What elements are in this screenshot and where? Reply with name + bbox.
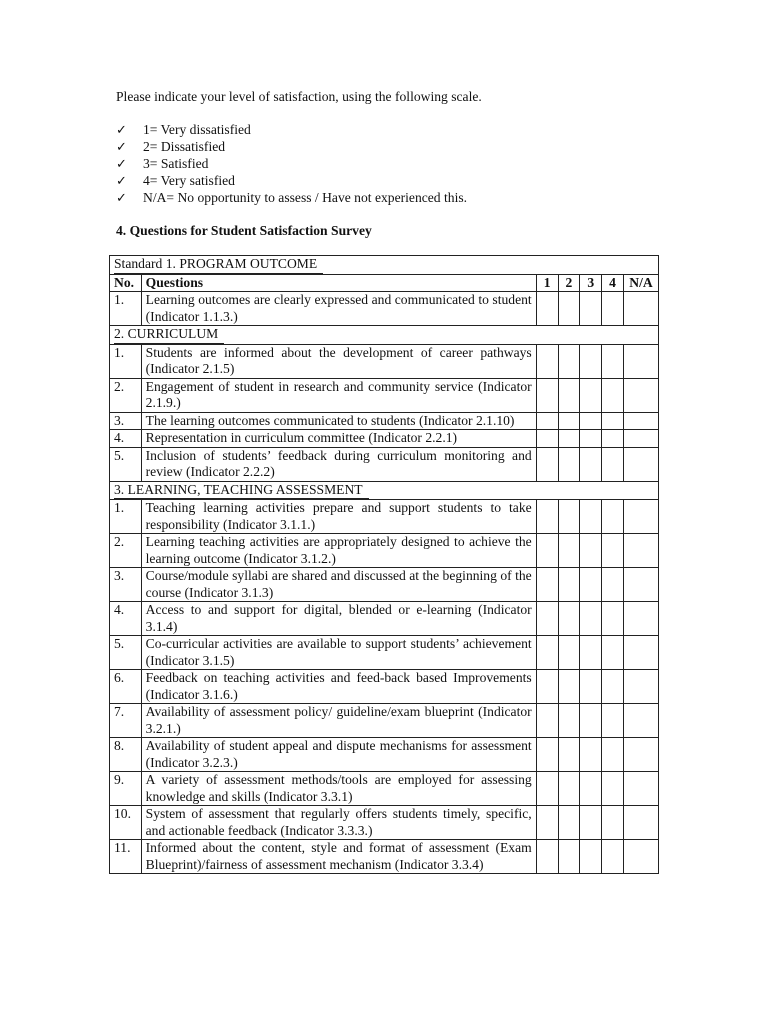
table-row [110,738,659,772]
question-text: Feedback on teaching activities and feed-back based Improvements (Indicator 3.1.6.) [141,670,536,704]
question-number: 9. [110,772,142,806]
table-header-row [110,274,659,292]
rating-cell-1[interactable] [536,772,558,806]
rating-cell-1[interactable] [536,344,558,378]
rating-cell-2[interactable] [558,344,580,378]
rating-cell-3[interactable] [580,344,602,378]
rating-cell-2[interactable] [558,806,580,840]
rating-cell-1[interactable] [536,636,558,670]
rating-cell-2[interactable] [558,738,580,772]
question-text: Co-curricular activities are available to support students’ achievement (Indicator 3.1.5) [141,636,536,670]
question-text: Availability of assessment policy/ guideline/exam blueprint (Indicator 3.2.1.) [141,704,536,738]
rating-cell-na[interactable] [623,292,658,326]
table-row [110,412,659,430]
question-text: Learning teaching activities are appropriately designed to achieve the learning outcome (Indicator 3.1.2.) [141,534,536,568]
rating-cell-3[interactable] [580,602,602,636]
checkmark-icon: ✓ [116,123,127,138]
rating-cell-3[interactable] [580,500,602,534]
question-text: Access to and support for digital, blended or e-learning (Indicator 3.1.4) [141,602,536,636]
question-number: 1. [110,292,142,326]
rating-cell-na[interactable] [623,772,658,806]
scale-item: ✓ 3= Satisfied [116,156,209,172]
rating-cell-3[interactable] [580,447,602,481]
rating-cell-1[interactable] [536,840,558,874]
rating-cell-1[interactable] [536,378,558,412]
question-number: 2. [110,534,142,568]
rating-cell-na[interactable] [623,568,658,602]
rating-cell-na[interactable] [623,636,658,670]
rating-cell-4[interactable] [602,704,624,738]
checkmark-icon: ✓ [116,174,127,189]
header-no: No. [110,274,142,292]
question-text: The learning outcomes communicated to students (Indicator 2.1.10) [141,412,536,430]
header-rating-4: 4 [602,274,624,292]
rating-cell-2[interactable] [558,772,580,806]
rating-cell-3[interactable] [580,670,602,704]
question-text: A variety of assessment methods/tools are employed for assessing knowledge and skills (Indicator 3.3.1) [141,772,536,806]
question-number: 5. [110,447,142,481]
question-number: 5. [110,636,142,670]
table-row [110,840,659,874]
table-row [110,772,659,806]
rating-cell-1[interactable] [536,738,558,772]
rating-cell-2[interactable] [558,568,580,602]
rating-cell-3[interactable] [580,412,602,430]
table-row [110,430,659,448]
question-text: Engagement of student in research and community service (Indicator 2.1.9.) [141,378,536,412]
rating-cell-4[interactable] [602,806,624,840]
rating-cell-4[interactable] [602,447,624,481]
question-text: Availability of student appeal and dispute mechanisms for assessment (Indicator 3.2.3.) [141,738,536,772]
rating-cell-2[interactable] [558,378,580,412]
rating-cell-na[interactable] [623,704,658,738]
rating-cell-3[interactable] [580,378,602,412]
section-row [110,481,659,500]
rating-cell-2[interactable] [558,534,580,568]
scale-item: ✓ 2= Dissatisfied [116,139,226,155]
standard-1-title: Standard 1. PROGRAM OUTCOME [114,256,323,274]
rating-cell-na[interactable] [623,430,658,448]
rating-cell-4[interactable] [602,292,624,326]
rating-cell-2[interactable] [558,292,580,326]
rating-cell-2[interactable] [558,602,580,636]
table-row [110,534,659,568]
question-number: 6. [110,670,142,704]
rating-cell-4[interactable] [602,344,624,378]
rating-cell-2[interactable] [558,412,580,430]
question-number: 11. [110,840,142,874]
checkmark-icon: ✓ [116,140,127,155]
rating-scale-list [116,121,467,206]
rating-cell-4[interactable] [602,568,624,602]
rating-cell-4[interactable] [602,738,624,772]
table-row [110,447,659,481]
table-row [110,378,659,412]
rating-cell-4[interactable] [602,378,624,412]
rating-cell-2[interactable] [558,670,580,704]
rating-cell-1[interactable] [536,670,558,704]
question-text: System of assessment that regularly offers students timely, specific, and actionable feedback (Indicator 3.3.3.) [141,806,536,840]
rating-cell-na[interactable] [623,602,658,636]
question-text: Inclusion of students’ feedback during curriculum monitoring and review (Indicator 2.2.2) [141,447,536,481]
table-row [110,344,659,378]
rating-cell-4[interactable] [602,636,624,670]
rating-cell-1[interactable] [536,704,558,738]
question-number: 3. [110,412,142,430]
checkmark-icon: ✓ [116,157,127,172]
header-rating-3: 3 [580,274,602,292]
rating-cell-2[interactable] [558,500,580,534]
rating-cell-na[interactable] [623,378,658,412]
rating-cell-na[interactable] [623,840,658,874]
rating-cell-1[interactable] [536,806,558,840]
rating-cell-1[interactable] [536,430,558,448]
header-rating-na: N/A [623,274,658,292]
rating-cell-4[interactable] [602,430,624,448]
standard-1-row [110,256,659,275]
table-row [110,806,659,840]
table-row [110,500,659,534]
question-number: 1. [110,344,142,378]
question-number: 10. [110,806,142,840]
rating-cell-na[interactable] [623,670,658,704]
rating-cell-na[interactable] [623,534,658,568]
rating-cell-3[interactable] [580,636,602,670]
table-row [110,670,659,704]
header-rating-2: 2 [558,274,580,292]
scale-item: ✓ 4= Very satisfied [116,173,235,189]
rating-cell-na[interactable] [623,344,658,378]
rating-cell-3[interactable] [580,840,602,874]
rating-cell-2[interactable] [558,636,580,670]
question-text: Students are informed about the development of career pathways (Indicator 2.1.5) [141,344,536,378]
table-row [110,602,659,636]
question-number: 4. [110,602,142,636]
rating-cell-1[interactable] [536,602,558,636]
checkmark-icon: ✓ [116,191,127,206]
table-row [110,292,659,326]
header-questions: Questions [141,274,536,292]
rating-cell-na[interactable] [623,412,658,430]
rating-cell-3[interactable] [580,704,602,738]
section-heading: 3. LEARNING, TEACHING ASSESSMENT [114,482,369,500]
question-number: 3. [110,568,142,602]
rating-cell-4[interactable] [602,670,624,704]
header-rating-1: 1 [536,274,558,292]
rating-cell-4[interactable] [602,772,624,806]
survey-table [109,255,659,874]
rating-cell-1[interactable] [536,292,558,326]
rating-cell-3[interactable] [580,568,602,602]
question-number: 1. [110,500,142,534]
table-row [110,568,659,602]
rating-cell-4[interactable] [602,602,624,636]
question-text: Representation in curriculum committee (Indicator 2.2.1) [141,430,536,448]
rating-cell-3[interactable] [580,292,602,326]
question-text: Learning outcomes are clearly expressed and communicated to student (Indicator 1.1.3.) [141,292,536,326]
rating-cell-na[interactable] [623,806,658,840]
rating-cell-na[interactable] [623,500,658,534]
table-row [110,704,659,738]
rating-cell-3[interactable] [580,806,602,840]
question-number: 7. [110,704,142,738]
section-title: 4. Questions for Student Satisfaction Survey [116,223,372,238]
rating-cell-3[interactable] [580,430,602,448]
rating-cell-3[interactable] [580,534,602,568]
instructions-text: Please indicate your level of satisfaction, using the following scale. [116,89,482,104]
rating-cell-4[interactable] [602,412,624,430]
rating-cell-2[interactable] [558,704,580,738]
rating-cell-3[interactable] [580,772,602,806]
question-text: Teaching learning activities prepare and support students to take responsibility (Indicator 3.1.1.) [141,500,536,534]
section-row [110,326,659,345]
rating-cell-2[interactable] [558,840,580,874]
rating-cell-4[interactable] [602,840,624,874]
question-number: 4. [110,430,142,448]
scale-item: ✓ N/A= No opportunity to assess / Have not experienced this. [116,190,468,206]
rating-cell-na[interactable] [623,738,658,772]
rating-cell-1[interactable] [536,500,558,534]
rating-cell-3[interactable] [580,738,602,772]
rating-cell-1[interactable] [536,534,558,568]
rating-cell-na[interactable] [623,447,658,481]
section-heading: 2. CURRICULUM [114,326,224,344]
table-row [110,636,659,670]
question-number: 8. [110,738,142,772]
rating-cell-2[interactable] [558,447,580,481]
rating-cell-1[interactable] [536,447,558,481]
question-text: Informed about the content, style and format of assessment (Exam Blueprint)/fairness of assessment mechanism (Indicator 3.3.4) [141,840,536,874]
rating-cell-4[interactable] [602,500,624,534]
question-text: Course/module syllabi are shared and discussed at the beginning of the course (Indicator 3.1.3) [141,568,536,602]
question-number: 2. [110,378,142,412]
rating-cell-1[interactable] [536,412,558,430]
rating-cell-2[interactable] [558,430,580,448]
rating-cell-4[interactable] [602,534,624,568]
scale-item: ✓ 1= Very dissatisfied [116,122,251,138]
rating-cell-1[interactable] [536,568,558,602]
